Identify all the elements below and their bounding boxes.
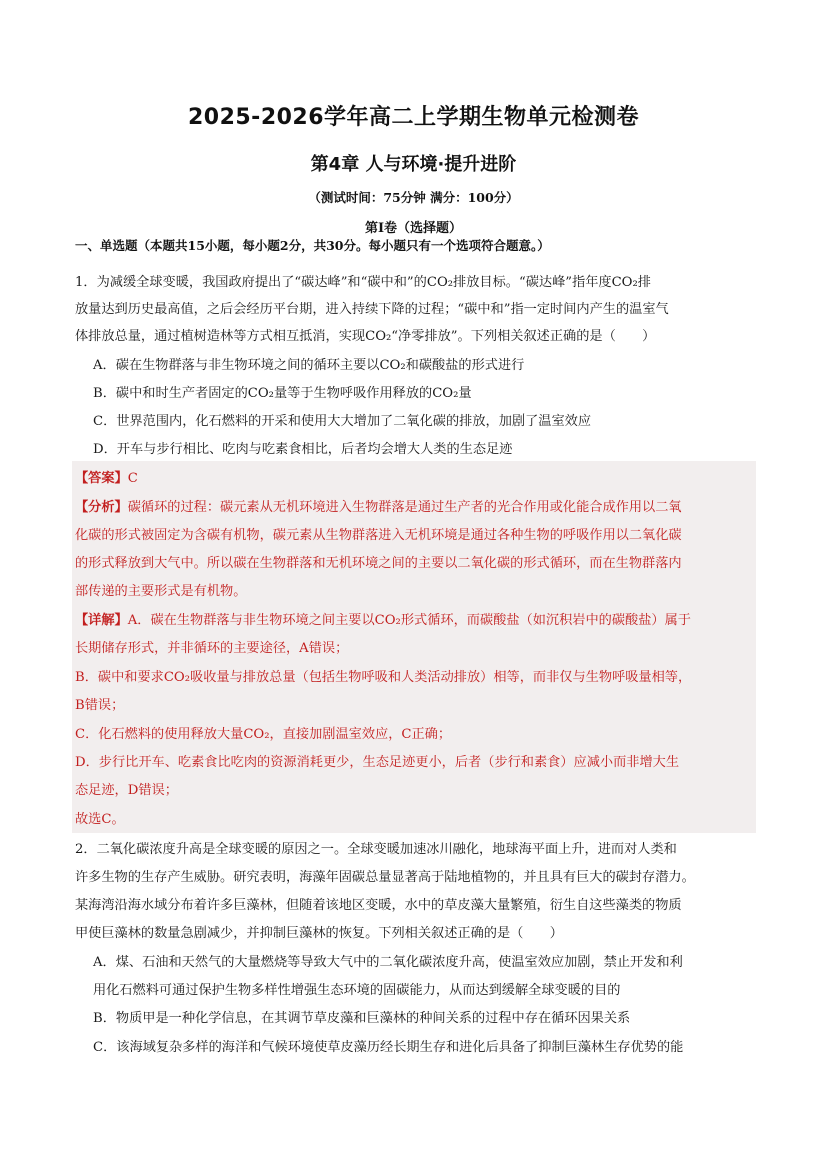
section-label: 一、单选题 [75,238,138,253]
detail-line: B．碳中和要求CO₂吸收量与排放总量（包括生物呼吸和人类活动排放）相等，而非仅与生物呼吸量相等， [75,670,692,685]
detail-text: A．碳在生物群落与非生物环境之间主要以CO₂形式循环，而碳酸盐（如沉积岩中的碳酸盐）属于 [127,613,691,628]
section-heading [75,236,550,254]
detail-line [75,609,691,628]
detail-line: 故选C。 [75,812,125,827]
question-1-option-b: B．碳中和时生产者固定的CO₂量等于生物呼吸作用释放的CO₂量 [93,386,472,401]
analysis-line: 化碳的形式被固定为含碳有机物，碳元素从生物群落进入无机环境是通过各种生物的呼吸作用以二氧化碳 [75,528,682,543]
question-1-option-a: A．碳在生物群落与非生物环境之间的循环主要以CO₂和碳酸盐的形式进行 [93,358,525,373]
question-1-stem-line: 体排放总量，通过植树造林等方式相互抵消，实现CO₂“净零排放”。下列相关叙述正确的是（ ） [75,329,656,344]
question-1-stem-line: 放量达到历史最高值，之后会经历平台期，进入持续下降的过程；“碳中和”指一定时间内产生的温室气 [75,302,669,317]
question-1-option-d: D．开车与步行相比、吃肉与吃素食相比，后者均会增大人类的生态足迹 [93,442,513,457]
question-2-stem-line: 某海湾沿海水域分布着许多巨藻林，但随着该地区变暖，水中的草皮藻大量繁殖，衍生自这些藻类的物质 [75,898,682,913]
question-2-option-a: A．煤、石油和天然气的大量燃烧等导致大气中的二氧化碳浓度升高，使温室效应加剧，禁止开发和利 [93,955,683,970]
answer-tag: 【答案】 [75,471,128,486]
section-description: （本题共15小题，每小题2分，共30分。每小题只有一个选项符合题意。） [137,238,550,253]
question-2-stem-line: 2．二氧化碳浓度升高是全球变暖的原因之一。全球变暖加速冰川融化，地球海平面上升，进而对人类和 [75,842,677,857]
answer-line [75,467,138,486]
question-2-stem-line: 许多生物的生存产生威胁。研究表明，海藻年固碳总量显著高于陆地植物的，并且具有巨大的碳封存潜力。 [75,870,695,885]
analysis-line: 的形式释放到大气中。所以碳在生物群落和无机环境之间的主要以二氧化碳的形式循环，而在生物群落内 [75,556,682,571]
analysis-tag: 【分析】 [75,500,128,515]
detail-tag: 【详解】 [75,613,128,628]
question-2-stem-line: 甲使巨藻林的数量急剧减少，并抑制巨藻林的恢复。下列相关叙述正确的是（ ） [75,926,563,941]
question-2-option-b: B．物质甲是一种化学信息，在其调节草皮藻和巨藻林的种间关系的过程中存在循环因果关系 [93,1011,631,1026]
test-info: （测试时间：75分钟 满分：100分） [308,190,519,205]
volume-title: 第I卷（选择题） [364,221,463,236]
analysis-text: 碳循环的过程：碳元素从无机环境进入生物群落是通过生产者的光合作用或化能合成作用以二氧 [127,500,682,515]
question-1-option-c: C．世界范围内，化石燃料的开采和使用大大增加了二氧化碳的排放，加剧了温室效应 [93,414,592,429]
detail-line: 长期储存形式，并非循环的主要途径，A错误； [75,641,349,656]
answer-value: C [127,471,138,486]
analysis-line: 部传递的主要形式是有机物。 [75,584,247,599]
analysis-line [75,496,682,515]
question-2-option-c: C．该海域复杂多样的海洋和气候环境使草皮藻历经长期生存和进化后具备了抑制巨藻林生存优势的能 [93,1040,684,1055]
question-1-stem-line: 1．为减缓全球变暖，我国政府提出了“碳达峰”和“碳中和”的CO₂排放目标。“碳达峰”指年度CO₂排 [75,275,651,290]
detail-line: B错误； [75,698,125,713]
chapter-title: 第4章 人与环境·提升进阶 [310,154,517,175]
detail-line: C．化石燃料的使用释放大量CO₂，直接加剧温室效应，C正确； [75,727,452,742]
detail-line: D．步行比开车、吃素食比吃肉的资源消耗更少，生态足迹更小，后者（步行和素食）应减小而非增大生 [75,755,680,770]
question-2-option-a-cont: 用化石燃料可通过保护生物多样性增强生态环境的固碳能力，从而达到缓解全球变暖的目的 [93,983,621,998]
detail-line: 态足迹，D错误； [75,783,178,798]
exam-title: 2025-2026学年高二上学期生物单元检测卷 [187,105,640,130]
